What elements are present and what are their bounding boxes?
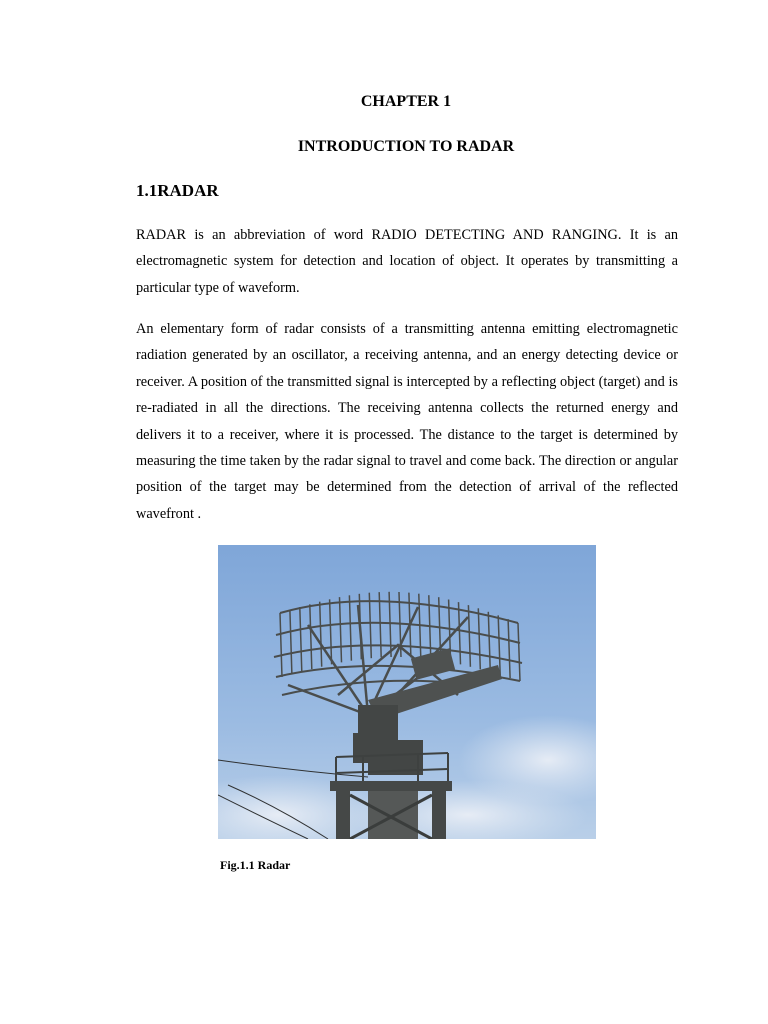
chapter-heading: CHAPTER 1 bbox=[360, 93, 452, 110]
figure-caption: Fig.1.1 Radar bbox=[220, 858, 291, 872]
radar-antenna-illustration bbox=[218, 545, 596, 839]
paragraph-2: An elementary form of radar consists of a transmitting antenna emitting electromagnetic radiation generated by an oscillator, a receiving antenna, and an energy detecting device or receiver. A position of the transmitted signal is intercepted by a reflecting object (target) and is re-radiated in all the directions. The receiving antenna collects the returned energy and delivers it to a receiver, where it is processed. The distance to the target is determined by measuring the time taken by the radar signal to travel and come back. The direction or angular position of the target may be determined from the detection of arrival of the reflected wavefront . bbox=[136, 321, 678, 522]
chapter-title: INTRODUCTION TO RADAR bbox=[297, 138, 515, 155]
section-heading: 1.1RADAR bbox=[136, 181, 219, 200]
paragraph-1: RADAR is an abbreviation of word RADIO DETECTING AND RANGING. It is an electromagnetic system for detection and location of object. It operates by transmitting a particular type of waveform. bbox=[136, 227, 678, 296]
tower bbox=[330, 781, 452, 839]
radar-photo bbox=[218, 545, 596, 839]
